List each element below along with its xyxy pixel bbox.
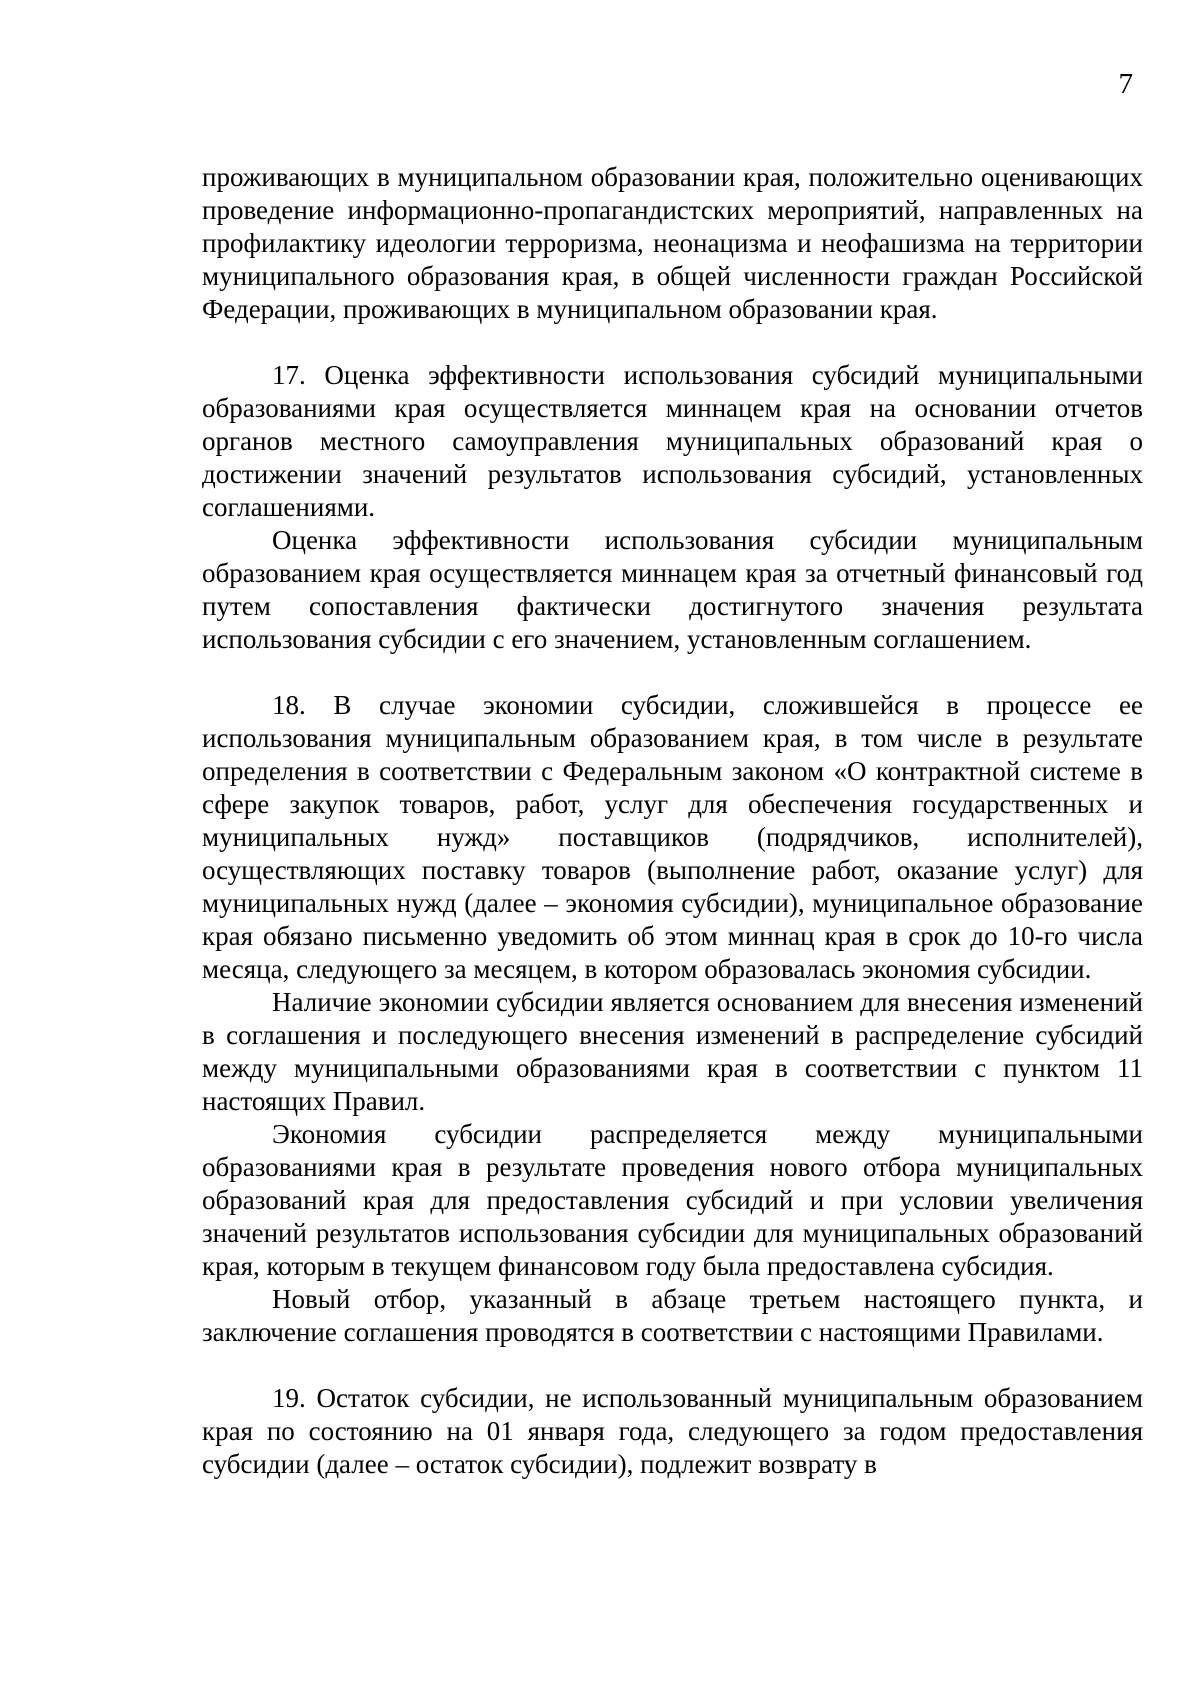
- paragraph-17-2: Оценка эффективности использования субсидии муниципальным образованием края осуществляется миннацем края за отчетный финансовый год путем сопоставления фактически достигнутого значения результата использования субсидии с его значением, установленным соглашением.: [202, 525, 1143, 654]
- paragraph-18-1: 18. В случае экономии субсидии, сложившейся в процессе ее использования муниципальным образованием края, в том числе в результате определения в соответствии с Федеральным законом «О контрактной системе в сфере закупок товаров, работ, услуг для обеспечения государственных и муниципальных нужд» поставщиков (подрядчиков, исполнителей), осуществляющих поставку товаров (выполнение работ, оказание услуг) для муниципальных нужд (далее – экономия субсидии), муниципальное образование края обязано письменно уведомить об этом миннац края в срок до 10-го числа месяца, следующего за месяцем, в котором образовалась экономия субсидии.: [202, 690, 1143, 984]
- paragraph-continuation: проживающих в муниципальном образовании края, положительно оценивающих проведение информационно-пропагандистских мероприятий, направленных на профилактику идеологии терроризма, неонацизма и неофашизма на территории муниципального образования края, в общей численности граждан Российской Федерации, проживающих в муниципальном образовании края.: [202, 162, 1143, 324]
- paragraph-18-3: Экономия субсидии распределяется между муниципальными образованиями края в результате проведения нового отбора муниципальных образований края для предоставления субсидий и при условии увеличения значений результатов использования субсидии для муниципальных образований края, которым в текущем финансовом году была предоставлена субсидия.: [202, 1119, 1143, 1281]
- paragraph-19-1: 19. Остаток субсидии, не использованный муниципальным образованием края по состоянию на 01 января года, следующего за годом предоставления субсидии (далее – остаток субсидии), подлежит возврату в: [202, 1383, 1143, 1479]
- document-body: [202, 161, 1143, 1481]
- page-number: 7: [1118, 68, 1133, 100]
- paragraph-18-2: Наличие экономии субсидии является основанием для внесения изменений в соглашения и последующего внесения изменений в распределение субсидий между муниципальными образованиями края в соответствии с пунктом 11 настоящих Правил.: [202, 987, 1143, 1116]
- paragraph-18-4: Новый отбор, указанный в абзаце третьем настоящего пункта, и заключение соглашения проводятся в соответствии с настоящими Правилами.: [202, 1284, 1143, 1347]
- paragraph-17-1: 17. Оценка эффективности использования субсидий муниципальными образованиями края осуществляется миннацем края на основании отчетов органов местного самоуправления муниципальных образований края о достижении значений результатов использования субсидий, установленных соглашениями.: [202, 360, 1143, 522]
